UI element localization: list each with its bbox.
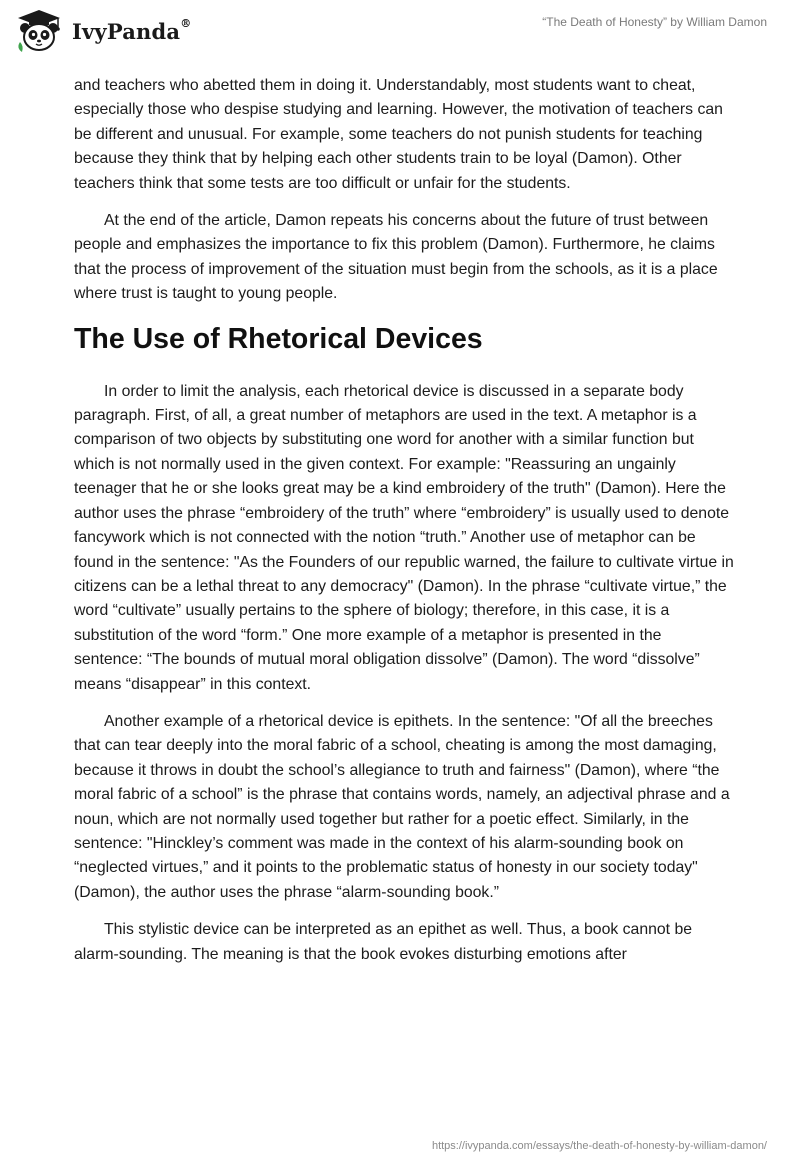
- paragraph-stylistic-device: This stylistic device can be interpreted as an epithet as well. Thus, a book cannot be alarm-sounding. The meaning is that the book evokes disturbing emotions after: [74, 921, 693, 963]
- registered-mark: ®: [180, 16, 192, 30]
- paragraph-continuation: and teachers who abetted them in doing it. Understandably, most students want to cheat, especially those who despise studying and learning. However, the motivation of teachers can be different and unusual. For example, some teachers do not punish students for teaching because they think that by helping each other students train to be loyal (Damon). Other teachers think that some tests are too difficult or unfair for the students.: [74, 77, 723, 192]
- document-title: “The Death of Honesty” by William Damon: [542, 15, 767, 29]
- brand-name: IvyPanda®: [72, 16, 192, 44]
- logo[interactable]: [14, 8, 191, 54]
- source-url[interactable]: https://ivypanda.com/essays/the-death-of-honesty-by-william-damon/: [431, 1140, 767, 1152]
- section-heading: The Use of Rhetorical Devices: [74, 322, 483, 355]
- paragraph-epithets: Another example of a rhetorical device is epithets. In the sentence: "Of all the breeches that can tear deeply into the moral fabric of a school, cheating is among the most damaging, because it throws in doubt the school’s allegiance to truth and fairness" (Damon), where “the moral fabric of a school” is the phrase that contains words, namely, an adjectival phrase and a noun, which are not normally used together but rather for a poetic effect. Similarly, in the sentence: "Hinckley’s comment was made in the context of his alarm-sounding book on “neglected virtues,” and it points to the problematic status of honesty in our society today" (Damon), the author uses the phrase “alarm-sounding book.”: [74, 712, 730, 901]
- page-header: [0, 0, 800, 70]
- panda-logo-icon: [14, 8, 64, 54]
- paragraph-conclusion: At the end of the article, Damon repeats his concerns about the future of trust between people and emphasizes the importance to fix this problem (Damon). Furthermore, he claims that the process of improvement of the situation must begin from the schools, as it is a place where trust is taught to young people.: [74, 212, 718, 303]
- essay-content: [74, 74, 734, 980]
- paragraph-metaphors: In order to limit the analysis, each rhetorical device is discussed in a separate body paragraph. First, of all, a great number of metaphors are used in the text. A metaphor is a comparison of two objects by substituting one word for another with a similar function but which is not normally used in the given context. For example: "Reassuring an ungainly teenager that he or she looks great may be a kind embroidery of the truth" (Damon). Here the author uses the phrase “embroidery of the truth” where “embroidery” is usually used to denote fancywork which is not connected with the notion “truth.” Another use of metaphor can be found in the sentence: "As the Founders of our republic warned, the failure to cultivate virtue in citizens can be a lethal threat to any democracy" (Damon). In the phrase “cultivate virtue,” the word “cultivate” usually pertains to the sphere of biology; therefore, in this case, it is a substitution of the word “form.” One more example of a metaphor is presented in the sentence: “The bounds of mutual moral obligation dissolve” (Damon). The word “dissolve” means “disappear” in this context.: [74, 382, 734, 693]
